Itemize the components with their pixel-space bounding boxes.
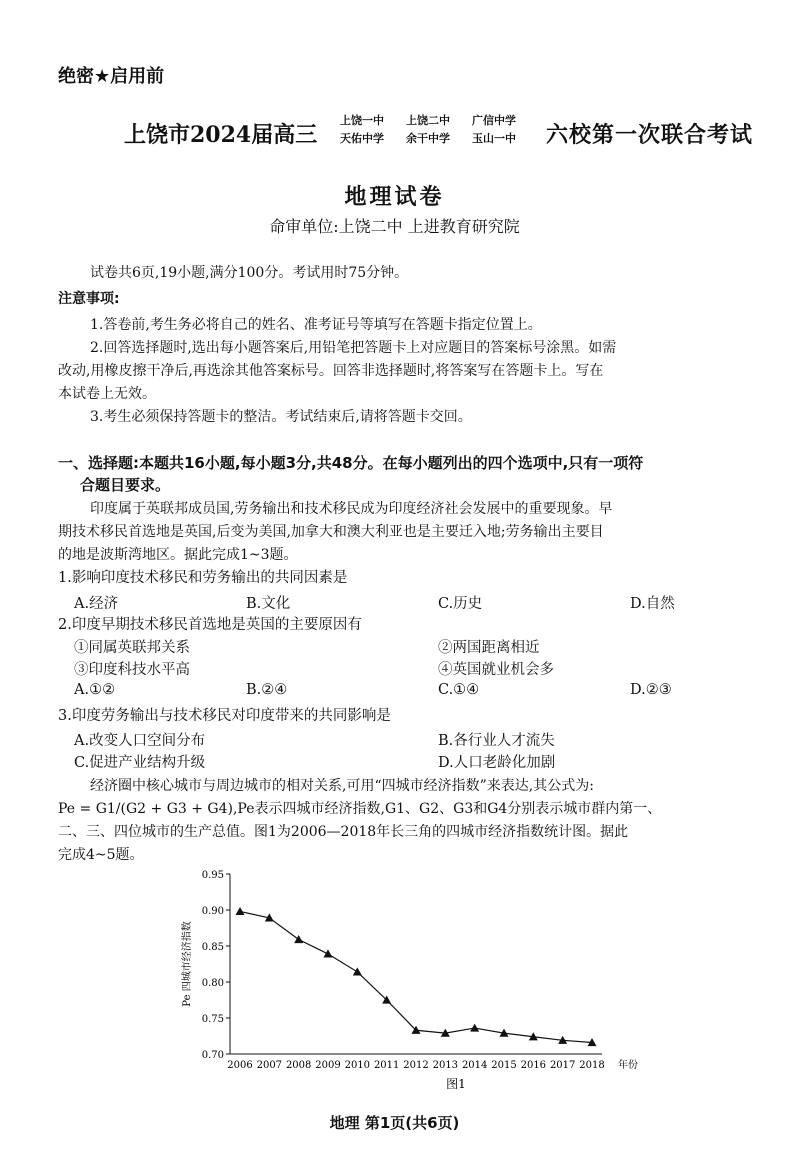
x-tick-label: 2008 — [285, 1060, 312, 1071]
economic-index-chart — [160, 862, 640, 1102]
school-name: 上饶一中 — [340, 114, 384, 127]
question-2-statement: ②两国距离相近 — [438, 640, 540, 656]
y-tick-label: 0.70 — [201, 1050, 224, 1061]
data-point — [236, 907, 245, 915]
question-2-option-c: C.①④ — [438, 682, 480, 698]
x-tick-label: 2015 — [491, 1060, 517, 1071]
school-name: 余干中学 — [406, 132, 450, 145]
question-2-option-a: A.①② — [74, 682, 116, 698]
school-name: 广信中学 — [472, 114, 516, 127]
question-1-option-a: A.经济 — [74, 596, 119, 612]
series-line — [240, 911, 592, 1042]
x-tick-label: 2017 — [549, 1060, 576, 1071]
x-axis-label: 年份 — [618, 1060, 638, 1071]
school-name: 天佑中学 — [340, 132, 384, 145]
passage-text: 的地是波斯湾地区。据此完成1~3题。 — [58, 547, 298, 563]
y-tick-label: 0.85 — [201, 942, 224, 953]
exam-title-prefix: 上饶市2024届高三 — [124, 122, 318, 148]
compiling-unit: 命审单位:上饶二中 上进教育研究院 — [269, 217, 520, 236]
notice-item: 3.考生必须保持答题卡的整洁。考试结束后,请将答题卡交回。 — [90, 409, 472, 425]
x-tick-label: 2016 — [520, 1060, 547, 1071]
exam-title-suffix: 六校第一次联合考试 — [546, 122, 754, 148]
question-2-option-d: D.②③ — [630, 682, 672, 698]
notice-item-cont: 本试卷上无效。 — [58, 386, 156, 402]
x-tick-label: 2007 — [256, 1060, 283, 1071]
question-1-option-c: C.历史 — [438, 596, 483, 612]
question-1-option-b: B.文化 — [246, 596, 291, 612]
school-name: 上饶二中 — [406, 114, 450, 127]
y-tick-label: 0.75 — [201, 1014, 224, 1025]
y-axis-label: Pe 四城市经济指数 — [182, 921, 193, 1007]
question-3-option-d: D.人口老龄化加剧 — [438, 755, 556, 771]
page-footer: 地理 第1页(共6页) — [329, 1114, 460, 1132]
y-tick-label: 0.80 — [201, 978, 224, 989]
x-tick-label: 2011 — [373, 1060, 400, 1071]
passage-text: 完成4~5题。 — [58, 847, 144, 863]
x-tick-label: 2018 — [579, 1060, 605, 1071]
section-heading: 一、选择题:本题共16小题,每小题3分,共48分。在每小题列出的四个选项中,只有一项符 — [58, 454, 644, 472]
x-tick-label: 2014 — [461, 1060, 488, 1071]
question-3-option-a: A.改变人口空间分布 — [74, 733, 206, 749]
question-2-option-b: B.②④ — [246, 682, 288, 698]
data-point — [470, 1024, 479, 1032]
question-3-option-b: B.各行业人才流失 — [438, 733, 555, 749]
question-1-option-d: D.自然 — [630, 596, 675, 612]
question-2-statement: ③印度科技水平高 — [74, 662, 190, 678]
x-tick-label: 2013 — [432, 1060, 459, 1071]
x-tick-label: 2009 — [315, 1060, 341, 1071]
question-3-option-c: C.促进产业结构升级 — [74, 755, 206, 771]
passage-text: 二、三、四位城市的生产总值。图1为2006—2018年长三角的四城市经济指数统计图。据此 — [58, 824, 629, 840]
data-point — [353, 967, 362, 975]
question-2-statement: ④英国就业机会多 — [438, 662, 554, 678]
data-point — [324, 949, 333, 957]
subject-title: 地理试卷 — [344, 185, 445, 210]
y-tick-label: 0.95 — [201, 870, 224, 881]
passage-text: 期技术移民首选地是英国,后变为美国,加拿大和澳大利亚也是主要迁入地;劳务输出主要目 — [58, 524, 604, 540]
confidential-label: 绝密★启用前 — [58, 66, 165, 87]
school-list — [340, 112, 546, 148]
section-heading-cont: 合题目要求。 — [80, 476, 171, 494]
passage-text: 经济圈中核心城市与周边城市的相对关系,可用“四城市经济指数”来表达,其公式为: — [90, 778, 594, 794]
passage-text: Pe = G1/(G2 + G3 + G4),Pe表示四城市经济指数,G1、G2、G3和G4分别表示城市群内第一、 — [58, 801, 662, 817]
school-name: 玉山一中 — [472, 132, 516, 145]
question-2-stem: 2.印度早期技术移民首选地是英国的主要原因有 — [58, 617, 362, 633]
x-tick-label: 2012 — [403, 1060, 429, 1071]
notice-item-cont: 改动,用橡皮擦干净后,再选涂其他答案标号。回答非选择题时,将答案写在答题卡上。写在 — [58, 363, 604, 379]
y-tick-label: 0.90 — [201, 906, 224, 917]
chart-caption: 图1 — [446, 1077, 466, 1091]
notice-item: 1.答卷前,考生务必将自己的姓名、准考证号等填写在答题卡指定位置上。 — [90, 317, 542, 333]
x-tick-label: 2006 — [227, 1060, 253, 1071]
passage-text: 印度属于英联邦成员国,劳务输出和技术移民成为印度经济社会发展中的重要现象。早 — [90, 501, 613, 517]
data-point — [294, 935, 303, 943]
exam-summary: 试卷共6页,19小题,满分100分。考试用时75分钟。 — [90, 265, 409, 281]
question-1-stem: 1.影响印度技术移民和劳务输出的共同因素是 — [58, 570, 348, 586]
question-3-stem: 3.印度劳务输出与技术移民对印度带来的共同影响是 — [58, 708, 391, 724]
notice-item: 2.回答选择题时,选出每小题答案后,用铅笔把答题卡上对应题目的答案标号涂黑。如需 — [90, 340, 617, 356]
x-tick-label: 2010 — [344, 1060, 371, 1071]
notice-label: 注意事项: — [58, 291, 120, 307]
question-2-statement: ①同属英联邦关系 — [74, 640, 190, 656]
